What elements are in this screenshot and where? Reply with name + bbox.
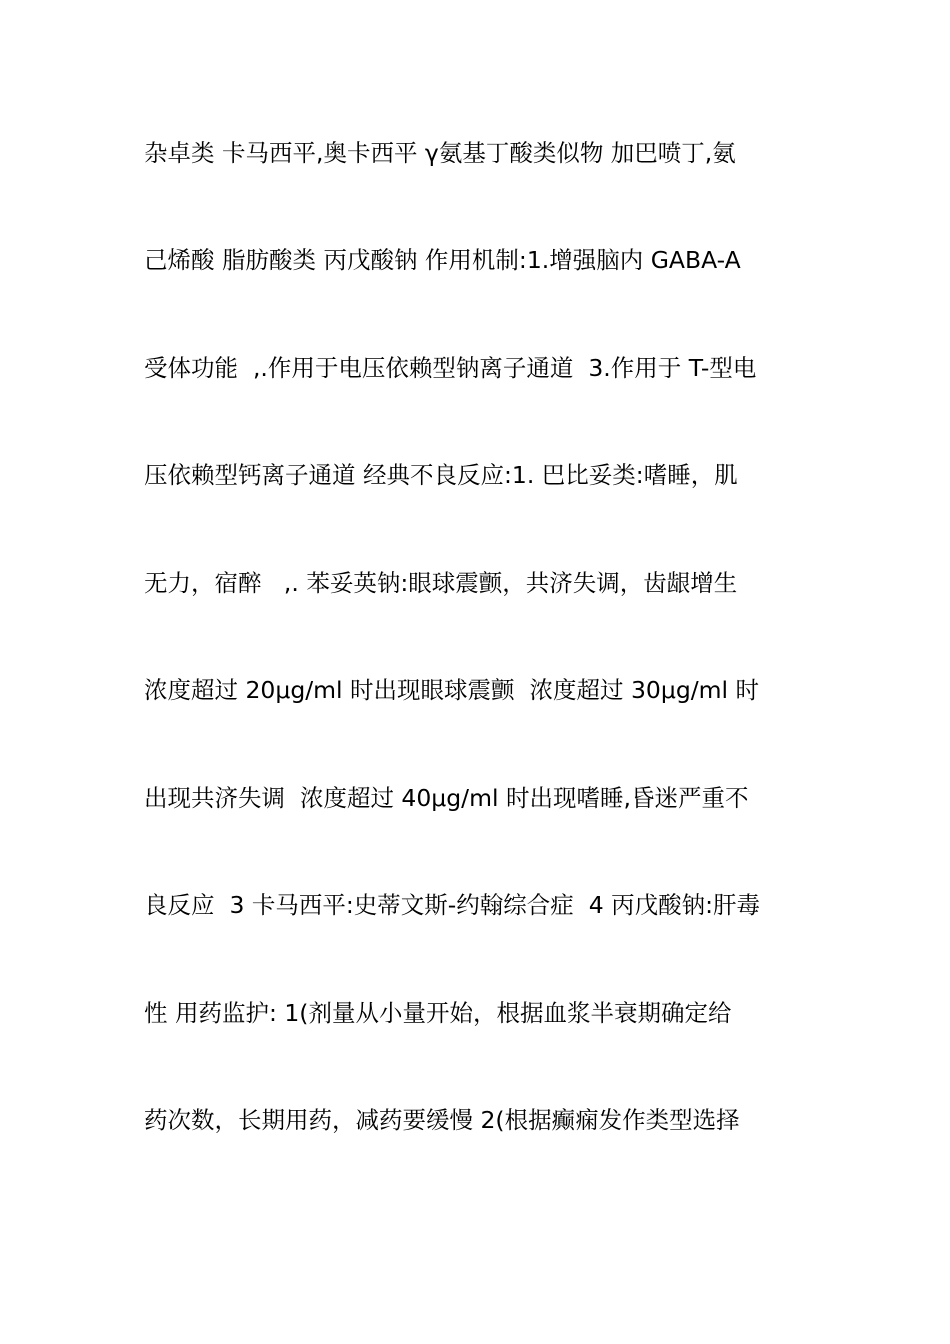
text-line-4: 压依赖型钙离子通道 经典不良反应:1. 巴比妥类:嗜睡，肌	[144, 461, 738, 489]
text-line-9: 性 用药监护: 1(剂量从小量开始，根据血浆半衰期确定给	[144, 999, 732, 1027]
text-line-1: 杂卓类 卡马西平,奥卡西平 γ氨基丁酸类似物 加巴喷丁,氨	[144, 139, 736, 167]
text-line-10: 药次数，长期用药，减药要缓慢 2(根据癫痫发作类型选择	[144, 1106, 740, 1134]
text-line-3: 受体功能 ,.作用于电压依赖型钠离子通道 3.作用于 T-型电	[144, 354, 757, 382]
text-line-6: 浓度超过 20μg/ml 时出现眼球震颤 浓度超过 30μg/ml 时	[144, 676, 760, 704]
text-line-2: 己烯酸 脂肪酸类 丙戊酸钠 作用机制:1.增强脑内 GABA-A	[144, 246, 741, 274]
text-line-5: 无力，宿醉 ,. 苯妥英钠:眼球震颤，共济失调，齿龈增生	[144, 569, 738, 597]
text-line-7: 出现共济失调 浓度超过 40μg/ml 时出现嗜睡,昏迷严重不	[144, 784, 749, 812]
text-line-8: 良反应 3 卡马西平:史蒂文斯-约翰综合症 4 丙戊酸钠:肝毒	[144, 891, 761, 919]
